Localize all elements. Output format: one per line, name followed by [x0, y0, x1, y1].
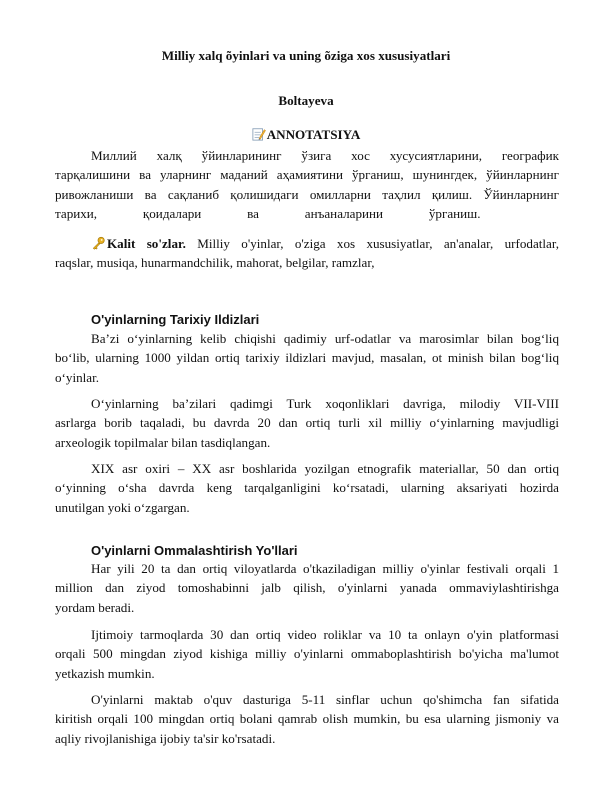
paragraph-line: Har yili 20 ta dan ortiq viloyatlarda o'tkaziladigan milliy o'yinlar festivali orqali 1: [91, 561, 559, 576]
annotation-heading: ANNOTATSIYA: [266, 127, 361, 142]
annotation-line: тарқалишини ва уларнинг маданий аҳамиятини ўрганиш, шунингдек, ўйинларнинг: [55, 167, 559, 183]
section2-paragraph: [55, 690, 559, 748]
annotation-line: тарихи, қоидалари ва анъаналарини ўрганиш.: [55, 205, 481, 221]
paragraph-line: o‘yinlar.: [55, 369, 99, 385]
paragraph-line: o‘yinning o‘sha davrda keng tarqalganligini ko‘rsatadi, ularning aksariyati hozirda: [55, 480, 559, 496]
paragraph-line: asrlarga borib taqaladi, bu davrda 20 dan ortiq turli xil milliy o‘yinlarning mavjudligi: [55, 415, 559, 431]
paragraph-line: Ba’zi o‘yinlarning kelib chiqishi qadimiy urf-odatlar va marosimlar bilan bog‘liq: [91, 331, 559, 346]
paragraph-line: orqali 500 mingdan ziyod kishiga milliy o'yinlarni ommaboplashtirish bo'yicha ma'lumot: [55, 646, 559, 662]
paragraph-line: Ijtimoiy tarmoqlarda 30 dan ortiq video roliklar va 10 ta onlayn o'yin platformasi: [91, 627, 559, 642]
section-heading-popularization: O'yinlarni Ommalashtirish Yo'llari: [91, 543, 298, 558]
section1-paragraph: [55, 394, 559, 452]
section2-paragraph: [55, 625, 559, 683]
section1-paragraph: [55, 329, 559, 387]
paragraph-line: yetkazish mumkin.: [55, 665, 155, 681]
document-title: Milliy xalq õyinlari va uning õziga xos xususiyatlari: [161, 48, 451, 63]
paragraph-line: XIX asr oxiri – XX asr boshlarida yozilgan etnografik materiallar, 50 dan ortiq: [91, 461, 559, 476]
paragraph-line: unutilgan yoki o‘zgargan.: [55, 499, 190, 515]
paragraph-line: O‘yinlarning ba’zilari qadimgi Turk xoqonliklari davriga, milodiy VII-VIII: [91, 396, 559, 411]
key-icon: [91, 236, 106, 250]
annotation-line: Миллий халқ ўйинларининг ўзига хос хусусиятларини, географик: [91, 148, 559, 163]
paragraph-line: O'yinlarni maktab o'quv dasturiga 5-11 sinflar uchun qo'shimcha fan sifatida: [91, 692, 559, 707]
section-heading-historical-roots: O'yinlarning Tarixiy Ildizlari: [91, 312, 260, 327]
paragraph-line: yordam beradi.: [55, 599, 135, 615]
section1-paragraph: [55, 459, 559, 517]
keywords-label: Kalit so'zlar.: [107, 236, 186, 251]
paragraph-line: aqliy rivojlanishiga ijobiy ta'sir ko'rsatadi.: [55, 730, 276, 746]
paragraph-line: kiritish orqali 100 mingdan ortiq bolani qamrab olish mumkin, bu esa ularning jismoniy va: [55, 711, 559, 727]
keywords-block: [55, 234, 559, 273]
keywords-list: Milliy o'yinlar, o'ziga xos xususiyatlar, an'analar, urfodatlar,: [185, 236, 559, 251]
section2-paragraph: [55, 559, 559, 617]
annotation-heading-row: [0, 125, 612, 144]
author-name: Boltayeva: [278, 93, 334, 108]
keywords-line: raqslar, musiqa, hunarmandchilik, mahorat, belgilar, ramzlar,: [55, 255, 375, 271]
paragraph-line: bo‘lib, ularning 1000 yildan ortiq tarixiy ildizlari mavjud, masalan, ot minish bilan bog‘liq: [55, 350, 559, 366]
annotation-line: ривожланиши ва сақланиб қолишидаги омилларни таҳлил қилиш. Ўйинларнинг: [55, 186, 559, 202]
paragraph-line: million dan ziyod tomoshabinni jalb qilish, o'yinlarni yanada ommaviylashtirishga: [55, 580, 559, 596]
keywords-line: [55, 234, 559, 253]
paragraph-line: arxeologik topilmalar bilan tasdiqlangan.: [55, 434, 271, 450]
memo-pencil-icon: [252, 127, 266, 141]
annotation-text: [55, 146, 559, 223]
